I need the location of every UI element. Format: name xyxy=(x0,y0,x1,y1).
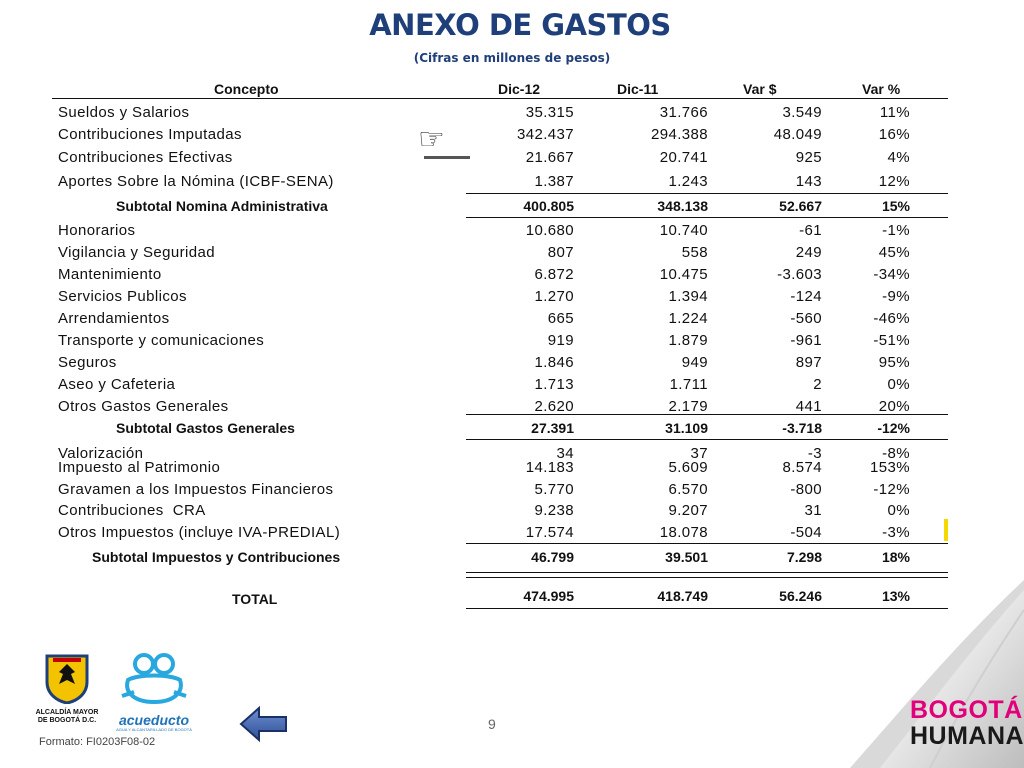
cell-dic12: 807 xyxy=(547,244,574,261)
acueducto-name: acueducto xyxy=(118,712,189,728)
table-row xyxy=(52,123,948,145)
row-label: Seguros xyxy=(58,354,117,371)
cell-var-abs: 2 xyxy=(813,376,822,393)
cell-var-pct: 11% xyxy=(879,104,910,121)
alcaldia-logo xyxy=(28,654,106,728)
subtotal-top-line xyxy=(466,414,948,415)
row-label: Contribuciones Efectivas xyxy=(58,149,233,166)
cell-dic11: 1.224 xyxy=(668,310,708,327)
cell-dic11: 18.078 xyxy=(659,524,708,541)
table-header-row xyxy=(52,78,948,100)
table-row xyxy=(52,499,948,521)
cell-dic12: 1.270 xyxy=(534,288,574,305)
cell-var-pct: 16% xyxy=(878,126,910,143)
column-header-dic11: Dic-11 xyxy=(617,81,659,97)
cell-var-pct: 95% xyxy=(878,354,910,371)
cell-dic11: 2.179 xyxy=(668,398,708,415)
row-label: Aseo y Cafeteria xyxy=(58,376,176,393)
table-row xyxy=(52,285,948,307)
row-label: Contribuciones Imputadas xyxy=(58,126,242,143)
table-row xyxy=(52,521,948,543)
cell-dic11: 1.394 xyxy=(668,288,708,305)
acueducto-logo xyxy=(112,652,196,732)
cell-dic12: 665 xyxy=(547,310,574,327)
pointer-underline xyxy=(424,156,470,159)
bogota-wordmark: BOGOTÁ xyxy=(910,696,1023,724)
cell-dic11: 348.138 xyxy=(657,198,708,214)
coat-of-arms-icon xyxy=(45,654,89,704)
cell-var-pct: 4% xyxy=(887,149,910,166)
cell-dic12: 34 xyxy=(556,445,574,462)
row-label: Valorización xyxy=(58,445,144,462)
row-label: Servicios Publicos xyxy=(58,288,187,305)
cell-dic12: 6.872 xyxy=(534,266,574,283)
subtotal-row xyxy=(52,417,948,439)
cell-dic11: 37 xyxy=(690,445,708,462)
row-label: Subtotal Gastos Generales xyxy=(116,420,295,436)
cell-var-abs: -504 xyxy=(790,524,822,541)
cell-var-abs: 441 xyxy=(795,398,822,415)
row-label: Subtotal Nomina Administrativa xyxy=(116,198,328,214)
cell-var-pct: -1% xyxy=(882,222,910,239)
total-top-line-double xyxy=(466,577,948,578)
cell-var-abs: 7.298 xyxy=(786,549,822,565)
table-row xyxy=(52,219,948,241)
column-header-concepto: Concepto xyxy=(214,81,279,97)
page-number: 9 xyxy=(488,716,496,732)
row-label: Sueldos y Salarios xyxy=(58,104,190,121)
cell-dic11: 10.740 xyxy=(659,222,708,239)
cell-var-pct: -12% xyxy=(877,420,910,436)
cell-var-pct: -8% xyxy=(882,445,910,462)
subtotal-row xyxy=(52,195,948,217)
page-subtitle: (Cifras en millones de pesos) xyxy=(413,51,611,65)
cell-dic11: 10.475 xyxy=(659,266,708,283)
cell-dic12: 5.770 xyxy=(534,481,574,498)
cell-var-abs: -3.718 xyxy=(782,420,822,436)
cell-dic12: 21.667 xyxy=(525,149,574,166)
alcaldia-line2: DE BOGOTÁ D.C. xyxy=(37,717,97,724)
header-underline xyxy=(52,98,948,99)
table-row xyxy=(52,263,948,285)
cell-var-pct: -34% xyxy=(873,266,910,283)
cell-dic12: 10.680 xyxy=(525,222,574,239)
cell-var-pct: 15% xyxy=(881,198,910,214)
cell-var-abs: -124 xyxy=(790,288,822,305)
pointing-hand-icon: ☞ xyxy=(418,123,445,156)
cell-var-abs: -961 xyxy=(790,332,822,349)
cell-dic11: 20.741 xyxy=(659,149,708,166)
cell-dic12: 1.713 xyxy=(534,376,574,393)
total-top-line xyxy=(466,572,948,573)
cell-var-abs: -560 xyxy=(790,310,822,327)
cell-dic11: 6.570 xyxy=(668,481,708,498)
table-row xyxy=(52,170,948,192)
cell-dic11: 5.609 xyxy=(668,459,708,476)
cell-var-pct: 0% xyxy=(887,502,910,519)
cell-var-abs: -61 xyxy=(799,222,822,239)
cell-dic11: 1.879 xyxy=(668,332,708,349)
frog-icon xyxy=(118,652,190,708)
cell-dic12: 14.183 xyxy=(525,459,574,476)
cell-dic12: 342.437 xyxy=(516,126,574,143)
cell-dic11: 1.243 xyxy=(668,173,708,190)
row-label: Impuesto al Patrimonio xyxy=(58,459,221,476)
table-row xyxy=(52,351,948,373)
row-label: Aportes Sobre la Nómina (ICBF-SENA) xyxy=(58,173,334,190)
row-label: Otros Impuestos (incluye IVA-PREDIAL) xyxy=(58,524,341,541)
cell-var-abs: 8.574 xyxy=(782,459,822,476)
cell-var-abs: 897 xyxy=(795,354,822,371)
cell-var-abs: 249 xyxy=(795,244,822,261)
cell-var-pct: 18% xyxy=(881,549,910,565)
cell-dic11: 9.207 xyxy=(668,502,708,519)
table-row xyxy=(52,146,948,168)
cell-var-abs: 52.667 xyxy=(779,198,822,214)
table-row xyxy=(52,329,948,351)
cell-dic11: 418.749 xyxy=(657,588,708,604)
cell-var-pct: -3% xyxy=(882,524,910,541)
cell-dic11: 31.109 xyxy=(665,420,708,436)
cell-var-abs: 925 xyxy=(795,149,822,166)
row-label: TOTAL xyxy=(232,591,278,607)
row-label: Subtotal Impuestos y Contribuciones xyxy=(92,549,341,565)
column-header-var-pct: Var % xyxy=(862,81,901,97)
subtotal-top-line xyxy=(466,193,948,194)
row-label: Arrendamientos xyxy=(58,310,170,327)
cell-dic11: 949 xyxy=(681,354,708,371)
table-row xyxy=(52,456,948,478)
cell-var-pct: -9% xyxy=(882,288,910,305)
cell-var-pct: 12% xyxy=(878,173,910,190)
cell-var-pct: 153% xyxy=(870,459,910,476)
subtotal-top-line xyxy=(466,543,948,544)
format-code: Formato: FI0203F08-02 xyxy=(39,736,156,748)
cell-dic12: 400.805 xyxy=(523,198,574,214)
table-row xyxy=(52,478,948,500)
back-arrow-icon[interactable] xyxy=(239,706,289,742)
cell-dic12: 919 xyxy=(547,332,574,349)
column-header-dic12: Dic-12 xyxy=(498,81,541,97)
cell-var-abs: 31 xyxy=(804,502,822,519)
table-row xyxy=(52,101,948,123)
cell-dic12: 27.391 xyxy=(531,420,574,436)
highlight-marker xyxy=(944,519,948,541)
cell-dic11: 1.711 xyxy=(669,376,708,393)
row-label: Transporte y comunicaciones xyxy=(58,332,265,349)
row-label: Honorarios xyxy=(58,222,136,239)
subtotal-row xyxy=(52,546,948,568)
cell-var-pct: 13% xyxy=(881,588,910,604)
cell-dic12: 9.238 xyxy=(534,502,574,519)
cell-var-abs: 3.549 xyxy=(782,104,822,121)
table-row xyxy=(52,241,948,263)
cell-var-abs: -800 xyxy=(790,481,822,498)
bogota-humana-logo xyxy=(910,696,1024,750)
row-label: Gravamen a los Impuestos Financieros xyxy=(58,481,334,498)
acueducto-subtitle: AGUA Y ALCANTARILLADO DE BOGOTÁ xyxy=(116,727,192,732)
cell-var-pct: 20% xyxy=(878,398,910,415)
cell-var-pct: 0% xyxy=(887,376,910,393)
cell-var-abs: 48.049 xyxy=(773,126,822,143)
cell-dic12: 474.995 xyxy=(523,588,574,604)
cell-var-pct: -12% xyxy=(873,481,910,498)
cell-var-pct: 45% xyxy=(878,244,910,261)
humana-wordmark: HUMANA xyxy=(910,722,1024,750)
cell-dic12: 17.574 xyxy=(525,524,574,541)
cell-dic12: 35.315 xyxy=(525,104,574,121)
row-label: Vigilancia y Seguridad xyxy=(58,244,215,261)
cell-dic11: 294.388 xyxy=(650,126,708,143)
cell-dic12: 1.846 xyxy=(534,354,574,371)
cell-var-abs: -3 xyxy=(807,445,822,462)
row-label: Contribuciones CRA xyxy=(58,502,206,519)
cell-var-abs: 56.246 xyxy=(779,588,822,604)
subtotal-bottom-line xyxy=(466,217,948,218)
cell-var-pct: -51% xyxy=(873,332,910,349)
alcaldia-line1: ALCALDÍA MAYOR xyxy=(35,709,99,716)
cell-var-abs: 143 xyxy=(795,173,822,190)
cell-dic11: 31.766 xyxy=(659,104,708,121)
table-row xyxy=(52,373,948,395)
cell-var-abs: -3.603 xyxy=(777,266,822,283)
page-title: ANEXO DE GASTOS xyxy=(369,8,671,42)
row-label: Mantenimiento xyxy=(58,266,162,283)
cell-dic12: 1.387 xyxy=(534,173,574,190)
cell-dic11: 558 xyxy=(681,244,708,261)
table-row xyxy=(52,307,948,329)
cell-dic12: 2.620 xyxy=(534,398,574,415)
cell-dic11: 39.501 xyxy=(665,549,708,565)
column-header-var-abs: Var $ xyxy=(743,81,777,97)
cell-dic12: 46.799 xyxy=(531,549,574,565)
subtotal-bottom-line xyxy=(466,439,948,440)
cell-var-pct: -46% xyxy=(873,310,910,327)
row-label: Otros Gastos Generales xyxy=(58,398,229,415)
